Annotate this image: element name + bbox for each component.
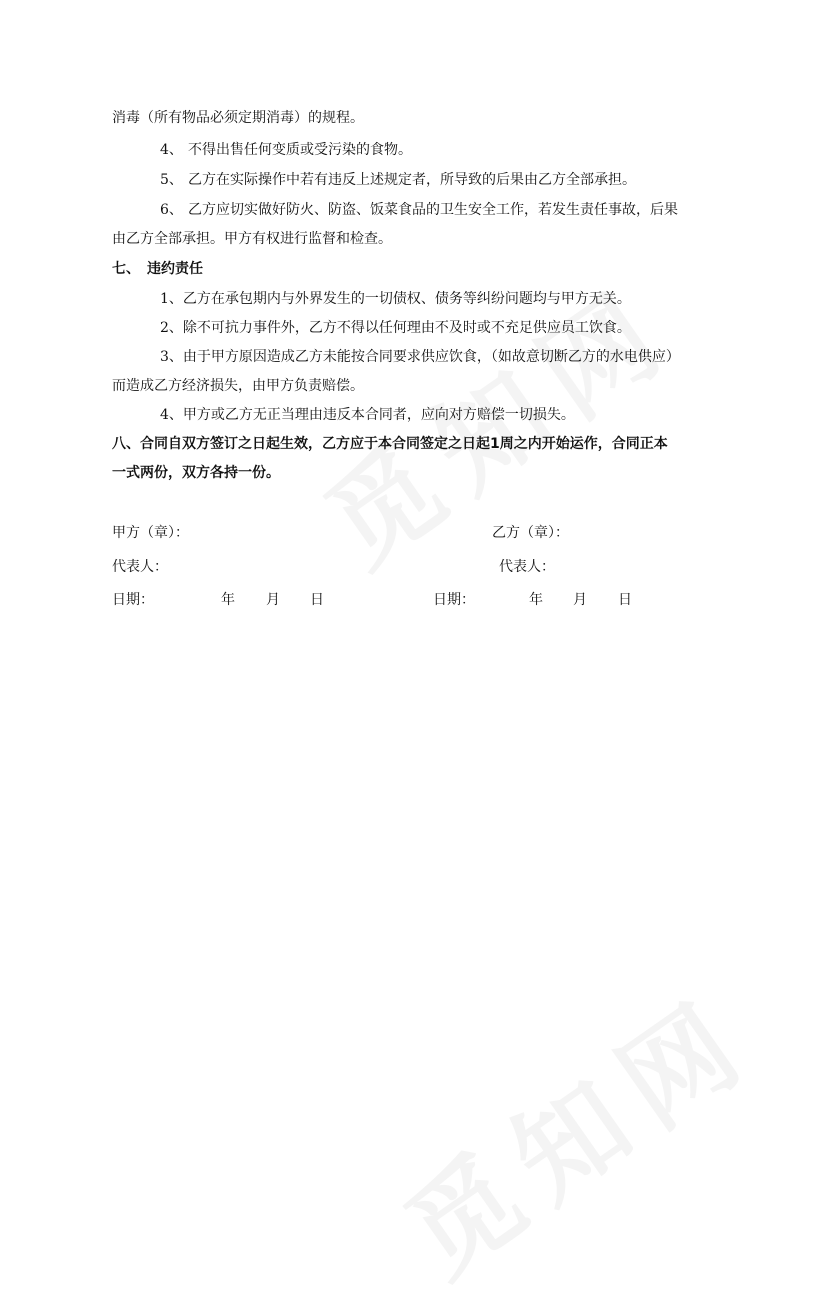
section-7-title: 七、 违约责任	[112, 261, 203, 277]
clause-text-cont: 由乙方全部承担。甲方有权进行监督和检查。	[112, 231, 392, 247]
section-8-line: 八、合同自双方签订之日起生效，乙方应于本合同签定之日起1周之内开始运作，合同正本	[112, 436, 668, 452]
party-a-date: 日期：	[112, 592, 154, 608]
date-year: 年	[529, 592, 543, 608]
party-b-rep: 代表人：	[499, 559, 555, 575]
date-year: 年	[221, 592, 235, 608]
party-b-date: 日期：	[433, 592, 475, 608]
section-7-item: 4、甲方或乙方无正当理由违反本合同者，应向对方赔偿一切损失。	[160, 407, 575, 423]
section-7-item: 2、除不可抗力事件外，乙方不得以任何理由不及时或不充足供应员工饮食。	[160, 320, 631, 336]
date-day: 日	[618, 592, 632, 608]
clause-num: 6、	[160, 202, 183, 218]
clause-text: 乙方在实际操作中若有违反上述规定者，所导致的后果由乙方全部承担。	[188, 172, 636, 188]
party-b-seal: 乙方（章）：	[492, 525, 569, 541]
date-day: 日	[310, 592, 324, 608]
section-7-item: 1、乙方在承包期内与外界发生的一切债权、债务等纠纷问题均与甲方无关。	[160, 291, 631, 307]
clause-text: 乙方应切实做好防火、防盗、饭菜食品的卫生安全工作，若发生责任事故，后果	[188, 202, 678, 218]
section-7-item-cont: 而造成乙方经济损失，由甲方负责赔偿。	[112, 378, 364, 394]
date-month: 月	[266, 592, 280, 608]
clause-text: 不得出售任何变质或受污染的食物。	[188, 142, 412, 158]
clause-num: 5、	[160, 172, 183, 188]
paragraph-continued: 消毒（所有物品必须定期消毒）的规程。	[112, 110, 364, 126]
section-7-item: 3、由于甲方原因造成乙方未能按合同要求供应饮食，（如故意切断乙方的水电供应）	[160, 349, 680, 365]
watermark	[370, 952, 780, 1305]
section-8-line: 一式两份，双方各持一份。	[112, 465, 280, 481]
party-a-seal: 甲方（章）：	[112, 525, 189, 541]
clause-num: 4、	[160, 142, 183, 158]
party-a-rep: 代表人：	[112, 559, 168, 575]
date-month: 月	[573, 592, 587, 608]
